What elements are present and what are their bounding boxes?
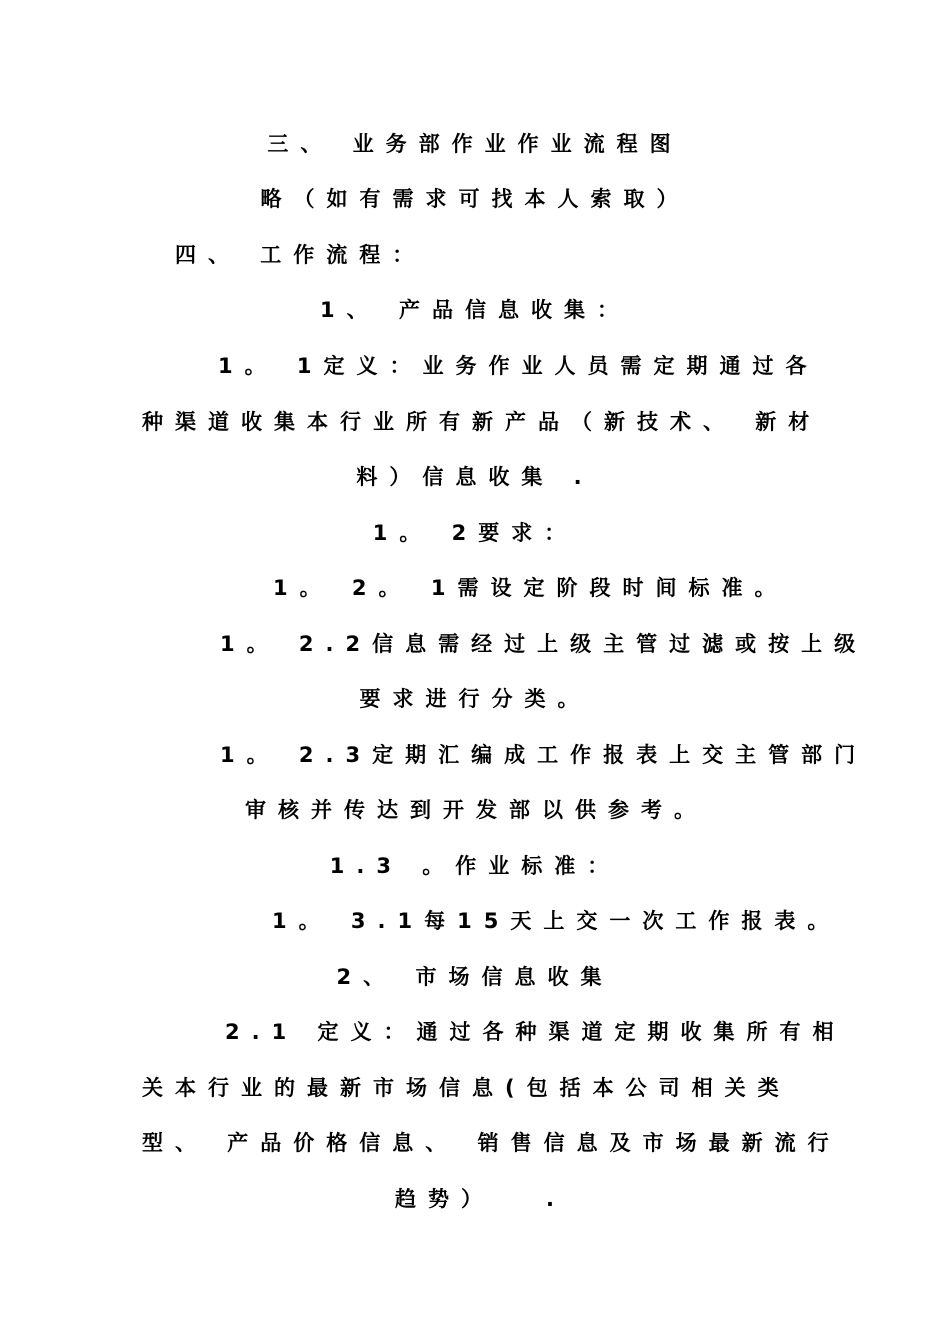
paragraph-line: 要求进行分类。: [359, 687, 591, 711]
trailing-period: .: [546, 1187, 554, 1211]
paragraph-last-line: [395, 1179, 554, 1219]
paragraph-line: 2.1 定义：通过各种渠道定期收集所有相: [225, 1020, 846, 1044]
note-line: 略（如有需求可找本人索取）: [260, 187, 690, 211]
paragraph-line: 1。 2。 1需设定阶段时间标准。: [273, 576, 788, 600]
section-heading-3: 三、 业务部作业作业流程图: [267, 132, 683, 156]
paragraph-line: 1。 2.3定期汇编成工作报表上交主管部门: [220, 743, 868, 767]
subheading-standards: 1.3 。作业标准：: [329, 854, 621, 878]
paragraph-line: 料）信息收集 .: [356, 465, 594, 489]
subheading-requirements: 1。 2要求：: [372, 521, 578, 545]
subheading-product-info: 1、 产品信息收集：: [320, 298, 630, 322]
paragraph-line: 审核并传达到开发部以供参考。: [245, 798, 707, 822]
paragraph-line: 型、 产品价格信息、 销售信息及市场最新流行: [142, 1131, 841, 1155]
section-heading-4: 四、 工作流程：: [175, 243, 426, 267]
paragraph-line: 1。 1定义：业务作业人员需定期通过各: [218, 354, 819, 378]
paragraph-line: 1。 2.2信息需经过上级主管过滤或按上级: [220, 632, 868, 656]
subheading-market-info: 2、 市场信息收集: [336, 965, 614, 989]
paragraph-line: 1。 3.1每15天上交一次工作报表。: [272, 909, 841, 933]
paragraph-line: 种渠道收集本行业所有新产品（新技术、 新材: [142, 410, 822, 434]
paragraph-line: 关本行业的最新市场信息(包括本公司相关类: [142, 1076, 791, 1100]
paragraph-line-text: 趋势）: [395, 1187, 494, 1211]
